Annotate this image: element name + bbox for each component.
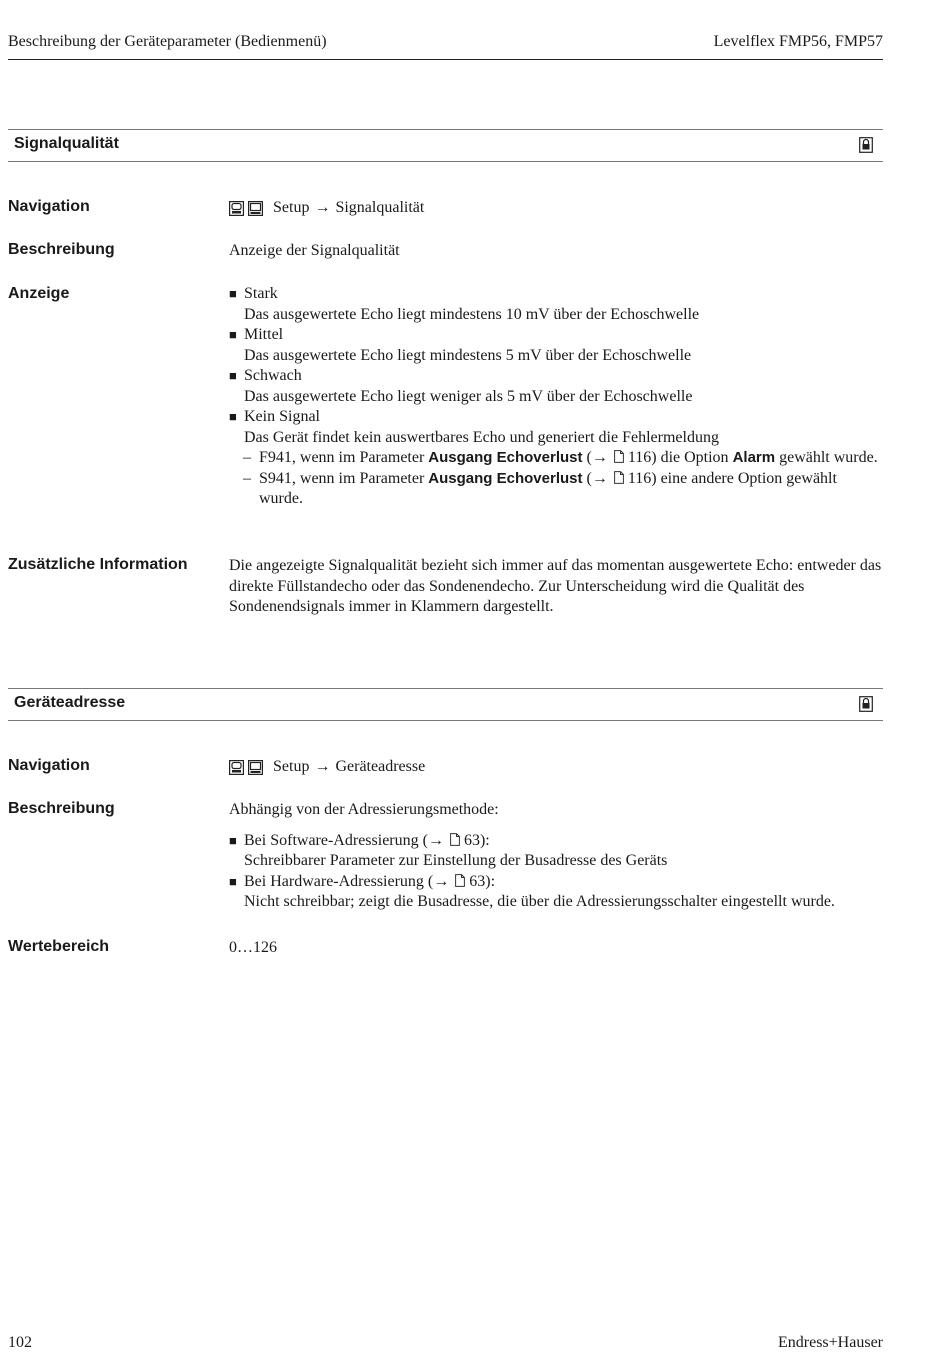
- navigation-path: [229, 198, 883, 219]
- nav-arrow: →: [314, 758, 331, 775]
- sub-list-item: – F941, wenn im Parameter Ausgang Echoverlust (→ 116) die Option Alarm gewählt wurde.: [243, 449, 878, 466]
- list-item-desc: Das ausgewertete Echo liegt mindestens 10 mV über der Echoschwelle: [244, 305, 700, 323]
- lock-icon: [859, 696, 873, 712]
- navigation-label: Navigation: [8, 757, 90, 774]
- list-item: [229, 407, 883, 448]
- page-header-product: Levelflex FMP56, FMP57: [713, 33, 883, 50]
- anzeige-label: Anzeige: [8, 285, 70, 302]
- nav-path-start: Setup: [273, 199, 310, 216]
- page-reference[interactable]: 63):: [469, 872, 496, 890]
- wertebereich-label: Wertebereich: [8, 938, 110, 955]
- operating-tool-icon: [248, 760, 263, 775]
- list-item: ■ Bei Software-Adressierung (→ 63): Schreibbarer Parameter zur Einstellung der Busadresse des Geräts: [229, 831, 883, 872]
- section-title: Geräteadresse: [14, 694, 126, 711]
- list-item-desc: Nicht schreibbar; zeigt die Busadresse, die über die Adressierungsschalter eingestellt wurde.: [244, 893, 835, 910]
- anzeige-list: [229, 284, 883, 510]
- page-reference[interactable]: 116): [627, 449, 657, 466]
- list-item-title: ■ Schwach: [244, 367, 302, 384]
- sub-list-item: – S941, wenn im Parameter Ausgang Echoverlust (→ 116) eine andere Option gewählt wurde.: [243, 469, 837, 507]
- nav-path-start: Setup: [273, 758, 310, 775]
- operation-display-icon: [229, 201, 244, 216]
- beschreibung-label: Beschreibung: [8, 241, 115, 258]
- list-item: [229, 366, 883, 407]
- list-item: [229, 284, 883, 325]
- option-name: Alarm: [732, 449, 776, 466]
- list-item-desc: Schreibbarer Parameter zur Einstellung der Busadresse des Geräts: [244, 852, 668, 869]
- section-geraeteadresse-bar: [8, 688, 883, 721]
- parameter-link[interactable]: Ausgang Echoverlust: [428, 449, 583, 466]
- list-item: [229, 325, 883, 366]
- section-signalqualitaet-bar: [8, 129, 883, 162]
- list-item-desc: Das ausgewertete Echo liegt weniger als 5 mV über der Echoschwelle: [244, 387, 693, 405]
- footer-brand: Endress+Hauser: [778, 1334, 883, 1351]
- navigation-label: Navigation: [8, 198, 90, 215]
- lock-icon: [859, 137, 873, 153]
- list-item: ■ Bei Hardware-Adressierung (→ 63): Nicht schreibbar; zeigt die Busadresse, die über die Adressierungsschalter eingestellt wurde.: [229, 872, 883, 913]
- nav-path-end: Signalqualität: [335, 199, 425, 216]
- nav-arrow: →: [314, 199, 331, 216]
- navigation-path: [229, 757, 883, 778]
- zusaetzliche-information-text: Die angezeigte Signalqualität bezieht sich immer auf das momentan ausgewertete Echo: entweder das direkte Füllstandecho oder das Sondenendecho. Zur Unterscheidung wird die Qualität des Sondenendsignals immer in Klammern dargestellt.: [229, 557, 882, 615]
- beschreibung-label: Beschreibung: [8, 800, 115, 817]
- wertebereich-value: 0…126: [229, 939, 277, 956]
- list-item-desc: Das Gerät findet kein auswertbares Echo und generiert die Fehlermeldung: [244, 428, 719, 446]
- list-item-title: ■ Kein Signal: [244, 408, 320, 425]
- beschreibung-intro: Abhängig von der Adressierungsmethode:: [229, 801, 499, 818]
- page-reference-icon: [450, 833, 460, 846]
- page-number: 102: [8, 1334, 32, 1351]
- zusaetzliche-information-label: Zusätzliche Information: [8, 556, 188, 573]
- page-reference-icon: [455, 874, 465, 887]
- parameter-link[interactable]: Ausgang Echoverlust: [428, 469, 583, 487]
- page-reference[interactable]: 116): [627, 469, 657, 487]
- header-rule: [8, 59, 883, 60]
- section-title: Signalqualität: [14, 135, 119, 152]
- list-item-desc: Das ausgewertete Echo liegt mindestens 5 mV über der Echoschwelle: [244, 346, 692, 364]
- list-item-title: ■ Mittel: [244, 326, 284, 343]
- operation-display-icon: [229, 760, 244, 775]
- page-reference-icon: [614, 471, 624, 484]
- nav-path-end: Geräteadresse: [335, 758, 426, 775]
- beschreibung-text: Anzeige der Signalqualität: [229, 242, 400, 259]
- operating-tool-icon: [248, 201, 263, 216]
- beschreibung-block: [229, 800, 883, 913]
- page-reference-icon: [614, 450, 624, 463]
- page-reference[interactable]: 63):: [463, 831, 490, 849]
- page-header-title: Beschreibung der Geräteparameter (Bedienmenü): [8, 33, 327, 50]
- list-item-title: ■ Stark: [244, 285, 278, 302]
